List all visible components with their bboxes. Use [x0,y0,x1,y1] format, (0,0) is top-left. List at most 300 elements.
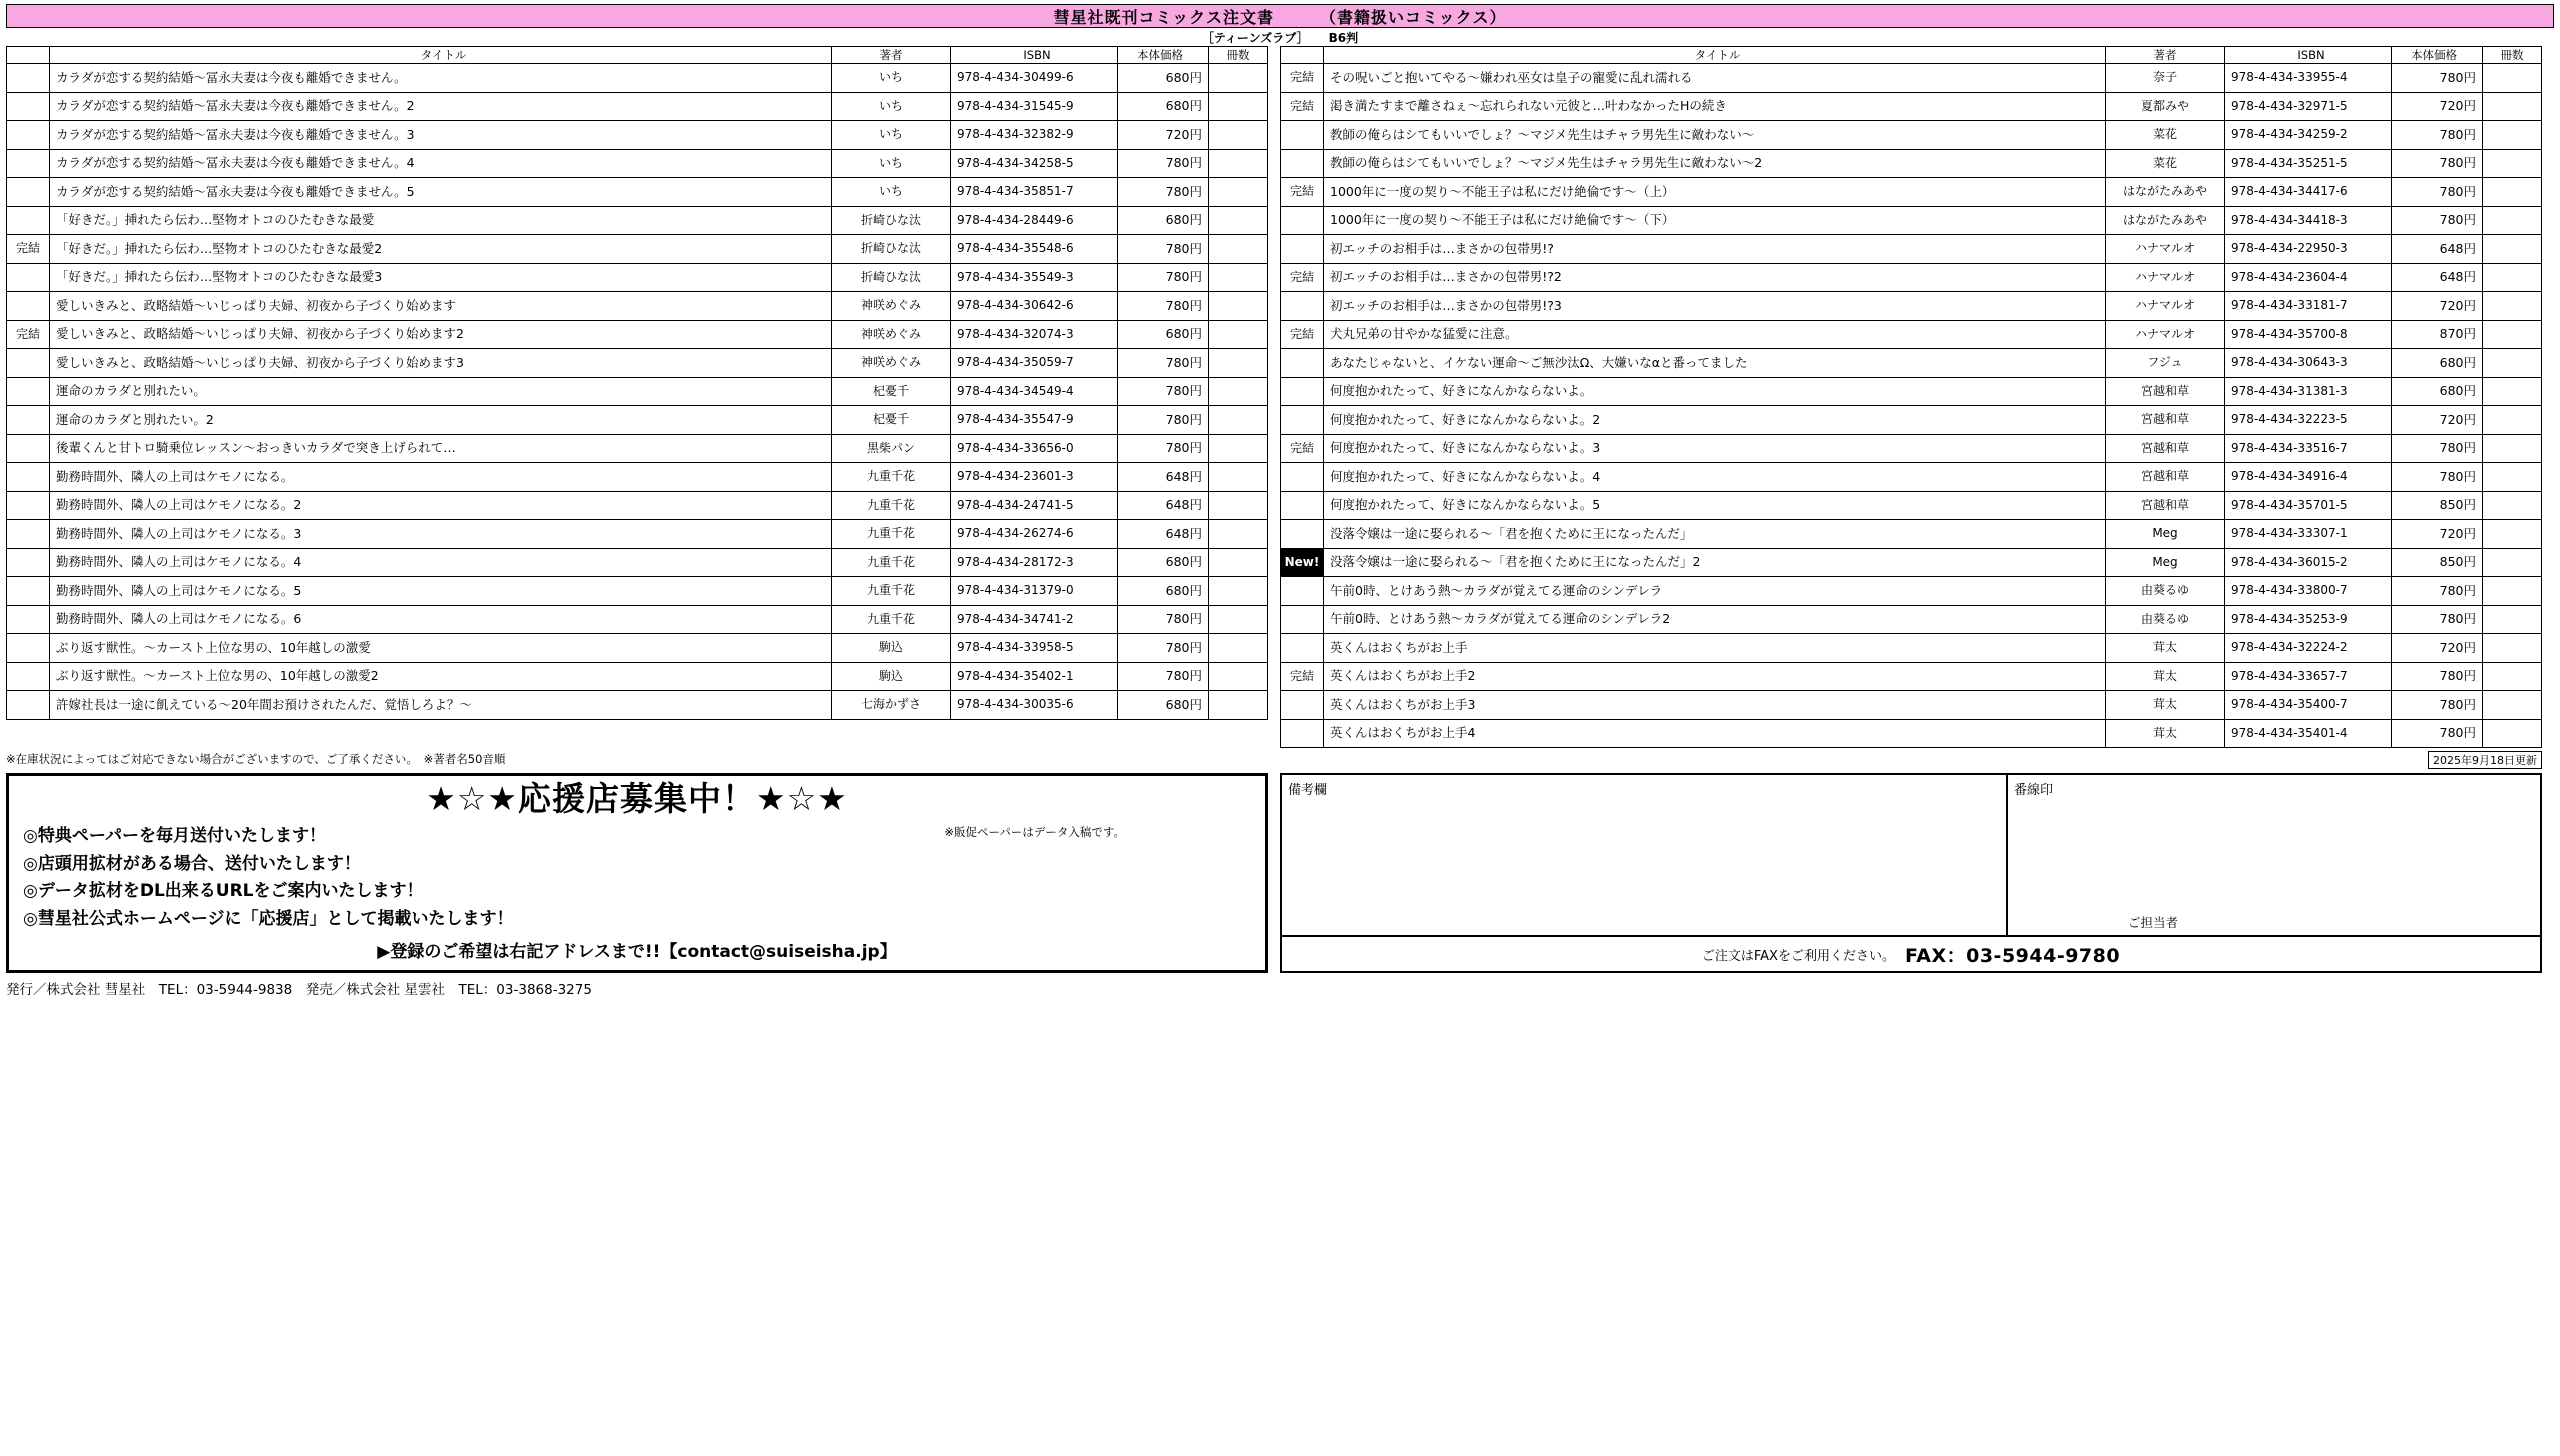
updated-date: 2025年9月18日更新 [2428,751,2542,769]
col-author: 著者 [2106,47,2225,64]
row-quantity-input[interactable] [2483,662,2542,691]
status-badge [7,292,50,321]
status-badge [1281,491,1324,520]
status-badge [7,206,50,235]
row-price: 780円 [1118,178,1209,207]
row-price: 720円 [2392,634,2483,663]
row-title: ぶり返す獣性。〜カースト上位な男の、10年越しの激愛 [50,634,832,663]
status-badge [7,349,50,378]
fax-note: ご注文はFAXをご利用ください。 [1701,948,1895,964]
row-author: 菜花 [2106,121,2225,150]
row-isbn: 978-4-434-23604-4 [2225,263,2392,292]
row-quantity-input[interactable] [1209,491,1268,520]
table-row [1281,349,2542,378]
row-title: カラダが恋する契約結婚〜冨永夫妻は今夜も離婚できません。4 [50,149,832,178]
row-isbn: 978-4-434-30499-6 [951,64,1118,93]
row-isbn: 978-4-434-33516-7 [2225,434,2392,463]
table-row [7,64,1268,93]
row-quantity-input[interactable] [1209,320,1268,349]
row-title: 1000年に一度の契り〜不能王子は私にだけ絶倫です〜（下） [1324,206,2106,235]
status-badge [1281,634,1324,663]
row-author: 宮越和草 [2106,491,2225,520]
status-badge: 完結 [1281,662,1324,691]
row-title: 愛しいきみと、政略結婚〜いじっぱり夫婦、初夜から子づくり始めます3 [50,349,832,378]
row-isbn: 978-4-434-23601-3 [951,463,1118,492]
row-author: 神咲めぐみ [832,349,951,378]
row-price: 780円 [1118,662,1209,691]
row-author: いち [832,149,951,178]
status-badge [7,548,50,577]
row-title: 没落令嬢は一途に娶られる〜「君を抱くために王になったんだ」 [1324,520,2106,549]
table-row [7,691,1268,720]
row-isbn: 978-4-434-32971-5 [2225,92,2392,121]
row-title: 勤務時間外、隣人の上司はケモノになる。4 [50,548,832,577]
row-isbn: 978-4-434-35548-6 [951,235,1118,264]
row-isbn: 978-4-434-34418-3 [2225,206,2392,235]
row-title: 没落令嬢は一途に娶られる〜「君を抱くために王になったんだ」2 [1324,548,2106,577]
table-row [7,149,1268,178]
col-price: 本体価格 [1118,47,1209,64]
table-row [1281,292,2542,321]
row-quantity-input[interactable] [1209,406,1268,435]
row-title: カラダが恋する契約結婚〜冨永夫妻は今夜も離婚できません。2 [50,92,832,121]
col-price: 本体価格 [2392,47,2483,64]
row-author: はながたみあや [2106,206,2225,235]
status-badge [1281,149,1324,178]
table-row [1281,719,2542,748]
table-row [1281,178,2542,207]
status-badge [1281,121,1324,150]
row-title: 教師の俺らはシてもいいでしょ？〜マジメ先生はチャラ男先生に敵わない〜2 [1324,149,2106,178]
table-row [7,377,1268,406]
row-author: 茸太 [2106,719,2225,748]
promo-heading: ★☆★応援店募集中！★☆★ [426,779,848,818]
row-price: 780円 [1118,605,1209,634]
row-price: 780円 [2392,206,2483,235]
row-price: 780円 [1118,292,1209,321]
row-title: 何度抱かれたって、好きになんかならないよ。 [1324,377,2106,406]
list-item: ◎特典ペーパーを毎月送付いたします！ [23,826,326,847]
status-badge [7,434,50,463]
row-isbn: 978-4-434-30643-3 [2225,349,2392,378]
row-price: 648円 [1118,520,1209,549]
status-badge [1281,406,1324,435]
row-price: 648円 [1118,491,1209,520]
document-title: 彗星社既刊コミックス注文書 [1053,7,1274,27]
row-price: 680円 [1118,577,1209,606]
row-quantity-input[interactable] [1209,463,1268,492]
row-isbn: 978-4-434-34417-6 [2225,178,2392,207]
row-author: 九重千花 [832,577,951,606]
row-quantity-input[interactable] [2483,92,2542,121]
status-badge [7,121,50,150]
table-row [7,634,1268,663]
row-author: 九重千花 [832,548,951,577]
row-author: 駒込 [832,662,951,691]
row-title: 許嫁社長は一途に飢えている〜20年間お預けされたんだ、覚悟しろよ？〜 [50,691,832,720]
remarks-top [1282,775,2540,935]
row-isbn: 978-4-434-33800-7 [2225,577,2392,606]
row-quantity-input[interactable] [1209,377,1268,406]
row-isbn: 978-4-434-32074-3 [951,320,1118,349]
row-author: 茸太 [2106,634,2225,663]
row-title: 愛しいきみと、政略結婚〜いじっぱり夫婦、初夜から子づくり始めます2 [50,320,832,349]
row-title: 渇き満たすまで離さねぇ〜忘れられない元彼と…叶わなかったHの続き [1324,92,2106,121]
row-price: 780円 [1118,349,1209,378]
row-isbn: 978-4-434-33657-7 [2225,662,2392,691]
status-badge: 完結 [1281,263,1324,292]
row-price: 648円 [2392,235,2483,264]
row-price: 680円 [1118,92,1209,121]
row-title: 勤務時間外、隣人の上司はケモノになる。6 [50,605,832,634]
remarks-box [1280,773,2542,973]
status-badge: 完結 [7,320,50,349]
row-author: 駒込 [832,634,951,663]
status-badge [7,520,50,549]
row-price: 720円 [2392,406,2483,435]
row-isbn: 978-4-434-34259-2 [2225,121,2392,150]
row-isbn: 978-4-434-33955-4 [2225,64,2392,93]
row-quantity-input[interactable] [1209,349,1268,378]
table-row [1281,691,2542,720]
status-badge [7,691,50,720]
notes-row [6,751,2554,769]
row-title: 初エッチのお相手は…まさかの包帯男!?2 [1324,263,2106,292]
status-badge: 完結 [1281,320,1324,349]
row-quantity-input[interactable] [2483,719,2542,748]
row-isbn: 978-4-434-35251-5 [2225,149,2392,178]
row-quantity-input[interactable] [1209,434,1268,463]
row-quantity-input[interactable] [2483,548,2542,577]
table-row [7,178,1268,207]
row-price: 648円 [2392,263,2483,292]
row-quantity-input[interactable] [2483,235,2542,264]
row-isbn: 978-4-434-35549-3 [951,263,1118,292]
row-quantity-input[interactable] [2483,434,2542,463]
row-quantity-input[interactable] [1209,263,1268,292]
row-quantity-input[interactable] [1209,520,1268,549]
row-isbn: 978-4-434-35402-1 [951,662,1118,691]
status-badge [1281,605,1324,634]
status-badge [1281,463,1324,492]
col-qty: 冊数 [2483,47,2542,64]
table-row [1281,263,2542,292]
row-isbn: 978-4-434-32223-5 [2225,406,2392,435]
promo-register-link[interactable]: ▶登録のご希望は右記アドレスまで!!【contact@suiseisha.jp】 [377,942,897,963]
row-isbn: 978-4-434-31381-3 [2225,377,2392,406]
footer-imprint: 発行／株式会社 彗星社 TEL：03-5944-9838 発売／株式会社 星雲社 TEL：03-3868-3275 [6,982,592,998]
row-isbn: 978-4-434-32382-9 [951,121,1118,150]
status-badge [7,178,50,207]
row-price: 780円 [2392,149,2483,178]
row-price: 680円 [2392,349,2483,378]
row-title: 1000年に一度の契り〜不能王子は私にだけ絶倫です〜（上） [1324,178,2106,207]
row-title: 初エッチのお相手は…まさかの包帯男!? [1324,235,2106,264]
row-isbn: 978-4-434-30035-6 [951,691,1118,720]
row-price: 680円 [1118,206,1209,235]
remarks-field[interactable] [1282,775,2008,935]
row-author: Meg [2106,520,2225,549]
imprint-line [6,28,2554,46]
document-subtitle: （書籍扱いコミックス） [1320,7,1507,27]
row-title: 運命のカラダと別れたい。2 [50,406,832,435]
row-title: その呪いごと抱いてやる〜嫌われ巫女は皇子の寵愛に乱れ濡れる [1324,64,2106,93]
row-price: 780円 [1118,149,1209,178]
row-quantity-input[interactable] [1209,577,1268,606]
row-author: 九重千花 [832,463,951,492]
table-row [1281,463,2542,492]
status-badge [7,577,50,606]
row-quantity-input[interactable] [1209,235,1268,264]
row-price: 720円 [1118,121,1209,150]
row-isbn: 978-4-434-30642-6 [951,292,1118,321]
col-isbn: ISBN [2225,47,2392,64]
catalog-column-right [1280,46,2542,748]
col-title: タイトル [50,47,832,64]
catalog-table-right [1280,46,2542,748]
table-row [7,349,1268,378]
row-title: 午前0時、とけあう熱〜カラダが覚えてる運命のシンデレラ2 [1324,605,2106,634]
row-isbn: 978-4-434-35400-7 [2225,691,2392,720]
row-author: 奈子 [2106,64,2225,93]
row-quantity-input[interactable] [2483,320,2542,349]
row-isbn: 978-4-434-33181-7 [2225,292,2392,321]
table-row [1281,662,2542,691]
row-author: 宮越和草 [2106,377,2225,406]
table-row [7,491,1268,520]
status-badge: 完結 [1281,64,1324,93]
row-author: ハナマルオ [2106,292,2225,321]
bansen-label: 番線印 [2014,783,2054,798]
row-price: 680円 [1118,691,1209,720]
row-title: 何度抱かれたって、好きになんかならないよ。3 [1324,434,2106,463]
row-quantity-input[interactable] [1209,605,1268,634]
row-author: 黒柴パン [832,434,951,463]
row-isbn: 978-4-434-34916-4 [2225,463,2392,492]
row-isbn: 978-4-434-28449-6 [951,206,1118,235]
col-flag [7,47,50,64]
row-title: 後輩くんと甘トロ騎乗位レッスン〜おっきいカラダで突き上げられて… [50,434,832,463]
row-author: 由葵るゆ [2106,605,2225,634]
col-flag [1281,47,1324,64]
row-title: カラダが恋する契約結婚〜冨永夫妻は今夜も離婚できません。 [50,64,832,93]
row-author: 折崎ひな汰 [832,206,951,235]
status-badge [1281,719,1324,748]
row-title: 何度抱かれたって、好きになんかならないよ。4 [1324,463,2106,492]
row-author: 九重千花 [832,491,951,520]
row-quantity-input[interactable] [2483,520,2542,549]
status-badge [7,149,50,178]
row-price: 870円 [2392,320,2483,349]
status-badge [7,92,50,121]
row-quantity-input[interactable] [2483,178,2542,207]
row-author: 折崎ひな汰 [832,263,951,292]
row-isbn: 978-4-434-35701-5 [2225,491,2392,520]
status-badge [7,377,50,406]
row-isbn: 978-4-434-35401-4 [2225,719,2392,748]
row-author: ハナマルオ [2106,263,2225,292]
row-author: いち [832,178,951,207]
row-quantity-input[interactable] [1209,178,1268,207]
col-isbn: ISBN [951,47,1118,64]
table-row [1281,92,2542,121]
row-title: 教師の俺らはシてもいいでしょ？〜マジメ先生はチャラ男先生に敵わない〜 [1324,121,2106,150]
row-price: 720円 [2392,520,2483,549]
row-isbn: 978-4-434-36015-2 [2225,548,2392,577]
row-author: ハナマルオ [2106,235,2225,264]
row-isbn: 978-4-434-22950-3 [2225,235,2392,264]
row-title: 愛しいきみと、政略結婚〜いじっぱり夫婦、初夜から子づくり始めます [50,292,832,321]
remarks-label: 備考欄 [1288,783,1328,798]
format-label: B6判 [1328,30,1359,45]
row-price: 780円 [2392,577,2483,606]
row-quantity-input[interactable] [2483,577,2542,606]
row-author: ハナマルオ [2106,320,2225,349]
table-row [7,320,1268,349]
row-quantity-input[interactable] [2483,263,2542,292]
row-title: カラダが恋する契約結婚〜冨永夫妻は今夜も離婚できません。3 [50,121,832,150]
row-price: 720円 [2392,92,2483,121]
row-quantity-input[interactable] [1209,548,1268,577]
status-badge: 完結 [1281,434,1324,463]
promo-box [6,773,1268,973]
row-isbn: 978-4-434-31545-9 [951,92,1118,121]
row-author: フジュ [2106,349,2225,378]
row-quantity-input[interactable] [2483,121,2542,150]
table-row [7,548,1268,577]
status-badge [1281,206,1324,235]
row-quantity-input[interactable] [1209,149,1268,178]
row-price: 680円 [1118,548,1209,577]
table-row [1281,548,2542,577]
row-title: 勤務時間外、隣人の上司はケモノになる。3 [50,520,832,549]
row-price: 780円 [2392,434,2483,463]
row-isbn: 978-4-434-35851-7 [951,178,1118,207]
row-author: 宮越和草 [2106,434,2225,463]
row-quantity-input[interactable] [2483,463,2542,492]
table-row [1281,206,2542,235]
table-row [1281,491,2542,520]
row-price: 780円 [2392,605,2483,634]
table-row [7,605,1268,634]
row-quantity-input[interactable] [2483,349,2542,378]
status-badge [1281,520,1324,549]
table-row [7,520,1268,549]
row-quantity-input[interactable] [1209,206,1268,235]
row-title: ぶり返す獣性。〜カースト上位な男の、10年越しの激愛2 [50,662,832,691]
row-quantity-input[interactable] [1209,121,1268,150]
status-badge [1281,292,1324,321]
row-price: 720円 [2392,292,2483,321]
row-price: 780円 [1118,263,1209,292]
row-title: 運命のカラダと別れたい。 [50,377,832,406]
row-quantity-input[interactable] [1209,64,1268,93]
table-row [1281,64,2542,93]
row-isbn: 978-4-434-33958-5 [951,634,1118,663]
document-header [6,4,2554,28]
row-quantity-input[interactable] [2483,64,2542,93]
status-badge [7,662,50,691]
row-quantity-input[interactable] [1209,662,1268,691]
row-title: 勤務時間外、隣人の上司はケモノになる。2 [50,491,832,520]
row-author: いち [832,92,951,121]
table-row [7,662,1268,691]
row-title: 何度抱かれたって、好きになんかならないよ。5 [1324,491,2106,520]
row-isbn: 978-4-434-24741-5 [951,491,1118,520]
status-badge: 完結 [1281,178,1324,207]
status-badge [1281,377,1324,406]
row-quantity-input[interactable] [2483,406,2542,435]
row-quantity-input[interactable] [1209,634,1268,663]
status-badge: 完結 [7,235,50,264]
row-price: 780円 [2392,662,2483,691]
row-quantity-input[interactable] [1209,691,1268,720]
row-isbn: 978-4-434-35547-9 [951,406,1118,435]
row-price: 780円 [1118,377,1209,406]
bottom-area [6,773,2554,973]
row-price: 680円 [2392,377,2483,406]
col-title: タイトル [1324,47,2106,64]
row-isbn: 978-4-434-33656-0 [951,434,1118,463]
catalog-body-right [1281,64,2542,748]
fax-bar [1282,935,2540,971]
row-quantity-input[interactable] [2483,605,2542,634]
row-quantity-input[interactable] [2483,377,2542,406]
promo-side-note: ※販促ペーパーはデータ入稿です。 [944,825,1125,839]
row-quantity-input[interactable] [2483,206,2542,235]
status-badge [7,491,50,520]
row-title: 英くんはおくちがお上手4 [1324,719,2106,748]
row-quantity-input[interactable] [2483,292,2542,321]
table-row [1281,149,2542,178]
row-quantity-input[interactable] [2483,149,2542,178]
row-price: 680円 [1118,320,1209,349]
row-quantity-input[interactable] [1209,92,1268,121]
row-price: 780円 [1118,434,1209,463]
row-quantity-input[interactable] [2483,634,2542,663]
row-author: 神咲めぐみ [832,320,951,349]
row-quantity-input[interactable] [1209,292,1268,321]
row-author: 宮越和草 [2106,463,2225,492]
row-title: 勤務時間外、隣人の上司はケモノになる。 [50,463,832,492]
row-quantity-input[interactable] [2483,691,2542,720]
row-author: 杞憂千 [832,377,951,406]
imprint-label: ［ティーンズラブ］ [1201,30,1309,45]
row-price: 648円 [1118,463,1209,492]
status-badge [1281,235,1324,264]
row-price: 780円 [1118,235,1209,264]
bansen-stamp-field[interactable] [2008,775,2540,935]
row-author: いち [832,121,951,150]
row-title: あなたじゃないと、イケない運命〜ご無沙汰Ω、大嫌いなαと番ってました [1324,349,2106,378]
row-quantity-input[interactable] [2483,491,2542,520]
catalog-column-left [6,46,1268,720]
row-author: Meg [2106,548,2225,577]
row-isbn: 978-4-434-32224-2 [2225,634,2392,663]
row-isbn: 978-4-434-34549-4 [951,377,1118,406]
row-isbn: 978-4-434-31379-0 [951,577,1118,606]
row-isbn: 978-4-434-34741-2 [951,605,1118,634]
table-row [1281,406,2542,435]
status-badge [1281,349,1324,378]
row-isbn: 978-4-434-28172-3 [951,548,1118,577]
row-title: 犬丸兄弟の甘やかな猛愛に注意。 [1324,320,2106,349]
table-row [7,406,1268,435]
row-price: 780円 [2392,178,2483,207]
col-author: 著者 [832,47,951,64]
fax-number: FAX：03-5944-9780 [1904,944,2121,967]
row-price: 850円 [2392,491,2483,520]
